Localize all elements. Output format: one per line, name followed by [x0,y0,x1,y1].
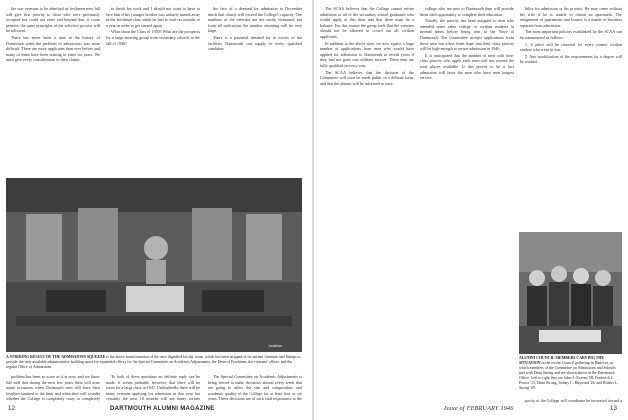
right-col1 [320,6,414,402]
page-number-left: 12 [8,406,16,412]
photo-credit: Jonathan [268,344,282,348]
paragraph: bility for admission or his priority. He may come without his wife if he is unable to obtain an apartment. The assignment of apartments and houses is a matter of business separate from admission. [520,6,622,28]
faculty-room-photo-image [6,178,302,352]
paragraph: The SCAA believes that the College cannot refuse admission to all of the secondary school graduates who would apply at this time and that there must be a balance. For this reason the group feels that the veterans should not be allowed to crowd out all civilian applicants. [320,6,414,39]
left-col1-bottom [6,374,100,402]
right-page [314,0,628,420]
left-photo-caption [6,355,302,371]
right-col3-bottom [520,398,622,404]
paragraph: Thirdly, the priority has been assigned to men who attended some other college or civilian students in normal times before being sent to the Navy at Dartmouth. The Committee accepts applications from these men but offers them hope that their class priority will be high enough to secure admission in 1946. [420,18,514,52]
council-members-photo [519,232,622,354]
paragraph: college who are new to Dartmouth then will provide them with opportunity to complete their education. [420,6,514,17]
left-col3-top [208,6,302,174]
left-col1-top [6,6,100,174]
paragraph: 1. A place will be reserved for every former civilian student who went to war. [520,41,622,53]
caption-text: in the recent Council gathering in Hanover, at which members of the Committee on Admissions and Schools met with Dean Strong and are shown above in the Dartmouth Office. Left to right they are John S. Everett '08, Frederick L. Pearce '13, Dean Strong, Sidney C. Hayward '26, and Robert L. Strong '09. [519,361,618,390]
paragraph: There has never been a time in the history of Dartmouth when the problem of admissions was more difficult. There are more applicants than ever before and many of them have been waiting to enter for years. We must give every consideration to their claims. [6,34,100,63]
caption-lead: ALUMNI COUNCIL MEMBERS CARVING THE SITUATION [519,356,604,365]
paragraph: the war veterans to be admitted as freshmen next fall will give first priority to those who were previously accepted but could not enter and beyond that, if room permits, the same principles of the selective process will be followed. [6,6,100,34]
left-col2-bottom [106,374,200,402]
page-number-right: 13 [610,406,618,412]
caption-lead: A STRIKING RESULT OF THE ADMISSIONS SQUEEZE [6,355,106,359]
paragraph: There is a potential demand far in excess of the facilities Dartmouth can supply to every qualified candidate. [208,34,302,52]
paragraph: In addition to the above men, we now expect a large number of applications from men who would have applied for admission to Dartmouth in recent years if they had not gone into military service. These men are fully qualified in every way. [320,40,414,68]
paragraph: pacity of the College will coordinate be increased toward a [525,398,622,403]
paragraph: The Special Committee on Academic Adjustments is being forced to make decisions almost every week that are going to affect the size and composition, and academic quality of the College for at least four or six years. These decisions are of such vital importance to the [208,374,302,402]
paragraph: What about the Class of 1950? What are the prospects for a large entering group from secondary schools in the fall of 1946? [106,29,200,46]
issue-date: Issue of FEBRUARY 1946 [444,406,514,412]
paragraph: It is anticipated that the number of men with first-class priority who apply each term will not exceed the total places available. If this proves to be a fact admission will favor the men who have seen longest service. [420,52,514,81]
left-page [0,0,313,420]
right-photo-caption [519,356,622,396]
right-col2 [420,6,514,402]
faculty-room-photo [6,178,302,352]
left-col3-bottom [208,374,302,402]
paragraph: problem has been as acute as it is now, and we know full well that during the next few years there will arise many occasions when Dartmouth men will have their loyalties strained to the limit and when they will wonder whether the College is completely crazy or completely [6,374,100,402]
paragraph: To both of these questions no definite reply can be made. It seems probable, however, that there will be room for a large class in 1947. Undoubtedly there will be many veterans applying for admission in that year but certainly the next 18 months will see many former [106,374,200,402]
paragraph: the face of a demand for admission in December much that clearly will exceed the College's capacity. The numbers of the veterans are not easily estimated, but from all indications the number returning will be very large. [208,6,302,34]
caption-text: is the above transformation of the once dignified faculty room, which has been stripped of its ancient furniture and fittings to provide the only available administrative building space for expanded offices for the Special Committee on Academic Adjustments, the Dean of Freshmen, the veterans' officer, and the regular Office of Admissions. [6,355,301,369]
left-col2-top [106,6,200,174]
paragraph: The SCAA believes that the decision of the Committee will soon be made public in a definite form, and that the alumni will be informed at once. [320,69,414,86]
council-members-photo-image [519,232,622,354]
paragraph: 2. Any modification of the requirements for a degree will be studied. [520,53,622,65]
paragraph: to finish his work and I should not want to have to face him if his younger brother was unfairly turned away in the freshman class while he had to wait six months or a year in order to get started again. [106,6,200,28]
right-col3-top [520,6,622,228]
magazine-title: DARTMOUTH ALUMNI MAGAZINE [110,406,215,412]
paragraph: The most important policies established by the SCAA can be summarized as follows: [520,29,622,40]
